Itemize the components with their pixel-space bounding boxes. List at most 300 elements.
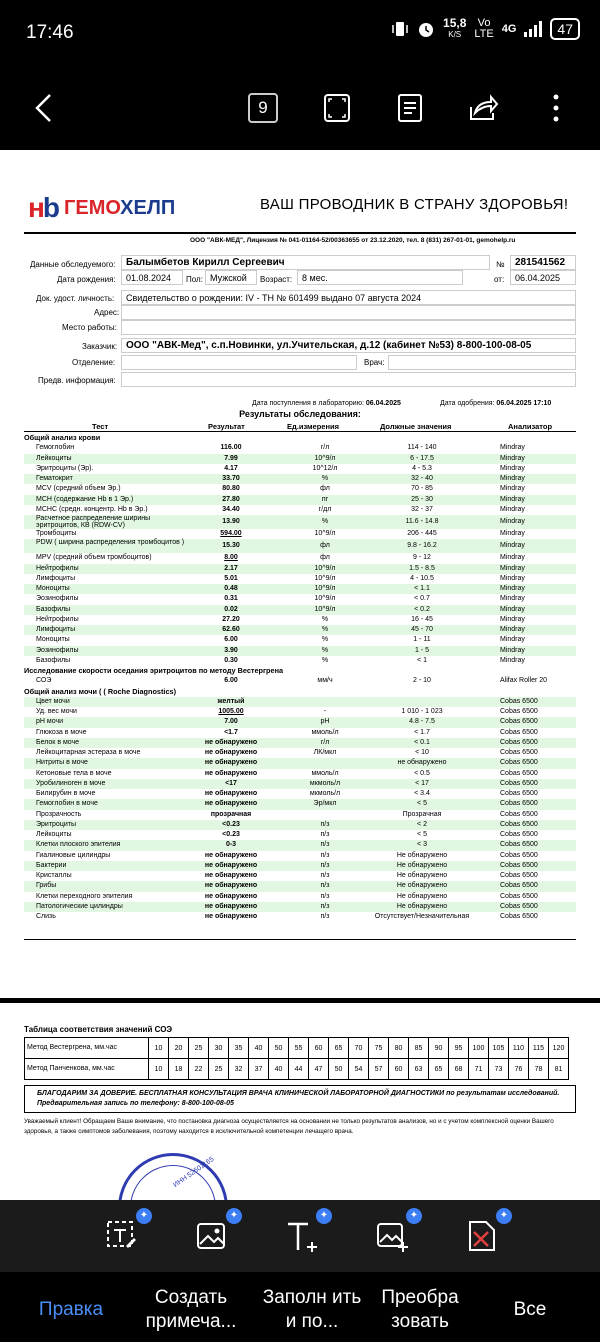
result-row [24, 871, 576, 881]
result-row [24, 584, 576, 594]
test-result: не обнаружено [204, 769, 258, 777]
esr-cell: 68 [449, 1059, 469, 1080]
test-unit: фл [320, 554, 330, 562]
test-analyzer: Cobas 6500 [500, 913, 538, 920]
test-unit: г/л [320, 738, 330, 746]
result-row [24, 738, 576, 748]
slogan: ВАШ ПРОВОДНИК В СТРАНУ ЗДОРОВЬЯ! [260, 196, 569, 213]
nav-create-note[interactable]: Создать примеча... [145, 1287, 237, 1332]
test-reference: Не обнаружено [396, 872, 448, 879]
test-reference: Прозрачная [402, 810, 442, 818]
result-row [24, 902, 576, 912]
edit-tools-bar [0, 1200, 600, 1272]
test-result: 33.70 [222, 475, 240, 482]
received-date: Дата поступления в лабораторию: 06.04.2025 [252, 400, 401, 407]
test-analyzer: Mindray [500, 554, 525, 562]
test-result: не обнаружено [204, 759, 258, 767]
nav-edit[interactable]: Правка [38, 1299, 104, 1320]
test-name: Слизь [36, 913, 56, 920]
test-unit: п/з [320, 872, 330, 879]
result-row [24, 474, 576, 484]
test-reference: < 0.2 [414, 605, 430, 613]
esr-table [24, 1037, 569, 1080]
ai-badge-icon: ✦ [136, 1208, 152, 1224]
viewer-toolbar [0, 70, 600, 150]
test-unit: п/з [320, 851, 330, 859]
patient-number: 281541562 [510, 255, 576, 270]
test-result: 6.00 [224, 636, 238, 644]
test-name: Лимфоциты [36, 626, 76, 633]
sex-label: Пол: [186, 275, 203, 284]
test-analyzer: Mindray [500, 518, 525, 525]
test-analyzer: Mindray [500, 626, 525, 633]
number-label: № [496, 260, 505, 269]
test-result: 8.00 [224, 554, 238, 562]
test-unit: 10^12/л [312, 464, 338, 472]
test-unit: ЛК/мкл [313, 749, 337, 756]
test-unit: п/з [320, 861, 330, 869]
test-analyzer: Mindray [500, 585, 525, 592]
test-unit: фл [320, 485, 330, 493]
test-analyzer: Mindray [500, 454, 525, 462]
reading-mode-button[interactable] [390, 88, 430, 128]
test-unit: п/з [320, 913, 330, 920]
test-analyzer: Mindray [500, 464, 525, 472]
fit-screen-button[interactable] [317, 88, 357, 128]
esr-cell: 25 [189, 1038, 209, 1059]
test-result: 62.60 [222, 626, 240, 633]
test-unit: 10^9/л [314, 605, 336, 613]
page-count-button[interactable] [243, 88, 283, 128]
esr-cell: 18 [169, 1059, 189, 1080]
alarm-icon [417, 20, 435, 38]
test-result: 1005.00 [218, 708, 244, 715]
test-result: 2.17 [224, 564, 238, 572]
col-test: Тест [92, 422, 109, 431]
test-result: не обнаружено [204, 738, 258, 746]
add-text-tool[interactable] [284, 1210, 329, 1258]
back-button[interactable] [24, 88, 64, 128]
test-result: 0-3 [225, 841, 237, 849]
add-image-icon [374, 1218, 410, 1254]
test-reference: 25 - 30 [411, 495, 433, 503]
esr-cell: 54 [349, 1059, 369, 1080]
test-analyzer: Cobas 6500 [500, 841, 538, 849]
test-reference: < 1.7 [414, 728, 430, 736]
test-name: MCV (средний объем Эр.) [36, 485, 121, 493]
test-reference: 32 - 40 [411, 475, 433, 482]
test-analyzer: Mindray [500, 656, 525, 664]
esr-cell: 37 [249, 1059, 269, 1080]
prev-info-label: Предв. информация: [38, 376, 116, 385]
sex-value: Мужской [205, 270, 257, 285]
test-reference: 45 - 70 [411, 626, 433, 633]
esr-cell: 63 [409, 1059, 429, 1080]
test-name: Нитриты в моче [36, 759, 88, 767]
test-result: <0.23 [222, 831, 240, 838]
result-row [24, 515, 576, 529]
test-result: не обнаружено [204, 749, 258, 756]
section-title: Общий анализ мочи ( ( Roche Diagnostics) [24, 686, 176, 696]
ai-badge-icon: ✦ [496, 1208, 512, 1224]
test-name: СОЭ [36, 677, 52, 685]
result-row [24, 789, 576, 799]
section-header [24, 687, 576, 697]
esr-cell: 85 [409, 1038, 429, 1059]
test-reference: 6 - 17.5 [410, 454, 434, 462]
result-row [24, 861, 576, 871]
test-analyzer: Alifax Roller 20 [500, 677, 548, 685]
dept-label: Отделение: [72, 358, 116, 367]
logo-name: ГЕМОХЕЛП [64, 196, 176, 219]
result-row [24, 605, 576, 615]
test-reference: 1 010 - 1 023 [401, 708, 443, 715]
signal-icon [524, 21, 542, 37]
test-name: Лейкоцитарная эстераза в моче [36, 749, 141, 756]
from-value: 06.04.2025 [510, 270, 576, 285]
test-result: желтый [217, 697, 245, 705]
result-row [24, 769, 576, 779]
result-row [24, 656, 576, 666]
test-name: MCHC (средн. концентр. Hb в Эр.) [36, 505, 148, 513]
test-analyzer: Mindray [500, 595, 525, 603]
doctor-value [388, 355, 576, 370]
esr-cell: 60 [309, 1038, 329, 1059]
dob-label: Дата рождения: [57, 275, 116, 284]
esr-title: Таблица соответствия значений СОЭ [24, 1025, 173, 1034]
add-image-tool[interactable] [374, 1210, 419, 1258]
esr-cell: 60 [389, 1059, 409, 1080]
test-reference: Отсутствует/Незначительная [374, 913, 470, 920]
document-page-2[interactable] [0, 1003, 600, 1200]
header-rule [24, 431, 576, 432]
test-name: MPV (средний объем тромбоцитов) [36, 554, 152, 562]
trust-notice: БЛАГОДАРИМ ЗА ДОВЕРИЕ. БЕСПЛАТНАЯ КОНСУЛЬТАЦИЯ ВРАЧА КЛИНИЧЕСКОЙ ЛАБОРАТОРНОЙ ДИАГНОСТИКИ по результатам исследований. Предварительная запись по телефону: 8-800-100-08-05 [24, 1085, 576, 1113]
section-title: Исследование скорости оседания эритроцитов по методу Вестергрена [24, 666, 284, 675]
ai-badge-icon: ✦ [316, 1208, 332, 1224]
prev-info-value [121, 372, 576, 387]
test-name: Моноциты [36, 636, 70, 644]
result-row [24, 615, 576, 625]
result-row [24, 505, 576, 515]
test-reference: < 3.4 [414, 790, 430, 797]
test-reference: < 1 [417, 656, 427, 664]
result-row [24, 707, 576, 717]
test-name: pH мочи [36, 718, 64, 726]
test-reference: < 17 [415, 779, 429, 787]
page-count: 9 [248, 93, 278, 123]
license-line: ООО "АВК-МЕД", Лицензия № 041-01164-52/00363655 от 23.12.2020, тел. 8 (831) 267-01-01, gemohelp.ru [190, 237, 516, 244]
more-options-button[interactable] [536, 88, 576, 128]
test-result: 27.80 [222, 495, 240, 503]
result-row [24, 646, 576, 656]
test-result: не обнаружено [204, 913, 258, 920]
esr-cell: 10 [149, 1059, 169, 1080]
test-result: 594.00 [220, 530, 242, 537]
share-button[interactable] [463, 88, 503, 128]
result-row [24, 912, 576, 922]
status-bar [0, 0, 600, 70]
result-row [24, 892, 576, 902]
esr-cell: 47 [309, 1059, 329, 1080]
bottom-nav [0, 1272, 600, 1342]
col-ref: Должные значения [380, 422, 452, 431]
test-reference: < 10 [415, 749, 429, 756]
esr-cell: 65 [429, 1059, 449, 1080]
test-result: 0.02 [224, 605, 238, 613]
test-name: Бактерии [36, 861, 67, 869]
test-name: Лейкоциты [36, 831, 72, 838]
result-row [24, 728, 576, 738]
dob-value: 01.08.2024 [121, 270, 183, 285]
test-reference: < 0.7 [414, 595, 430, 603]
test-analyzer: Cobas 6500 [500, 800, 538, 808]
test-reference: 9.8 - 16.2 [407, 542, 437, 550]
test-analyzer: Cobas 6500 [500, 892, 538, 900]
nav-convert[interactable]: Преобра зовать [381, 1287, 459, 1332]
table-end-rule [24, 939, 576, 940]
test-name: Уд. вес мочи [36, 708, 77, 715]
test-unit: % [321, 626, 329, 633]
test-analyzer: Cobas 6500 [500, 790, 538, 797]
esr-cell: 65 [329, 1038, 349, 1059]
esr-cell: 90 [429, 1038, 449, 1059]
test-result: 27.20 [222, 615, 240, 623]
test-name: Цвет мочи [36, 697, 70, 705]
result-row [24, 564, 576, 574]
test-name: Базофилы [36, 605, 71, 613]
pdf-convert-icon [464, 1218, 500, 1254]
results-table [24, 433, 576, 922]
doctor-label: Врач: [364, 358, 385, 367]
image-edit-icon [194, 1218, 230, 1254]
result-row [24, 779, 576, 789]
test-unit: п/з [320, 892, 330, 900]
esr-cell: 57 [369, 1059, 389, 1080]
esr-cell: 95 [449, 1038, 469, 1059]
battery-icon: 47 [550, 18, 580, 40]
esr-cell: 22 [189, 1059, 209, 1080]
test-analyzer: Mindray [500, 564, 525, 572]
test-name: Нейтрофилы [36, 564, 79, 572]
test-reference: < 0.1 [414, 738, 430, 746]
test-unit: % [321, 615, 329, 623]
esr-cell: 40 [249, 1038, 269, 1059]
test-reference: 32 - 37 [411, 505, 433, 513]
result-row [24, 594, 576, 604]
esr-cell: 120 [549, 1038, 569, 1059]
esr-cell: 32 [229, 1059, 249, 1080]
test-unit: % [321, 475, 329, 482]
result-row [24, 697, 576, 707]
approved-date: Дата одобрения: 06.04.2025 17:10 [440, 400, 552, 407]
document-page-1[interactable] [0, 150, 600, 998]
test-name: Гемоглобин в моче [36, 800, 98, 808]
test-analyzer: Cobas 6500 [500, 738, 538, 746]
test-analyzer: Mindray [500, 574, 525, 582]
test-name: Кристаллы [36, 872, 72, 879]
test-name: Гематокрит [36, 475, 73, 482]
result-row [24, 758, 576, 768]
test-result: 3.90 [224, 646, 238, 654]
test-name: Гиалиновые цилиндры [36, 851, 111, 859]
test-reference: < 0.5 [414, 769, 430, 777]
test-reference: Не обнаружено [396, 882, 448, 890]
test-analyzer: Cobas 6500 [500, 820, 538, 828]
test-analyzer: Cobas 6500 [500, 779, 538, 787]
esr-cell: 78 [529, 1059, 549, 1080]
result-row [24, 881, 576, 891]
test-result: <1.7 [224, 728, 238, 736]
esr-row-panchenkov [25, 1059, 569, 1080]
result-row [24, 625, 576, 635]
test-analyzer: Cobas 6500 [500, 769, 538, 777]
test-reference: 206 - 445 [407, 530, 437, 537]
result-row [24, 454, 576, 464]
test-reference: не обнаружено [397, 759, 447, 767]
test-result: не обнаружено [204, 861, 258, 869]
test-name: Клетки переходного эпителия [36, 892, 133, 900]
test-reference: 4 - 10.5 [410, 574, 434, 582]
test-result: 13.90 [222, 518, 240, 525]
section-title: Общий анализ крови [24, 433, 101, 442]
test-result: не обнаружено [204, 892, 258, 900]
result-row [24, 717, 576, 727]
test-name: Лейкоциты [36, 454, 72, 462]
test-result: 0.48 [224, 585, 238, 592]
client-notice: Уважаемый клиент! Обращаем Ваше внимание, что постановка диагноза осуществляется на основании не только результатов анализов, но и с учетом комплексной оценки Вашего здоровья, а также симптомов заболевания, поэтому находится в исключительной компетенции лечащего врача. [24, 1118, 554, 1135]
result-row [24, 539, 576, 553]
test-result: 116.00 [220, 444, 242, 452]
test-analyzer: Mindray [500, 495, 525, 503]
test-result: <0.23 [222, 820, 240, 828]
test-analyzer: Mindray [500, 530, 525, 537]
test-result: 80.80 [222, 485, 240, 493]
esr-cell: 30 [209, 1038, 229, 1059]
test-result: 7.00 [224, 718, 238, 726]
back-arrow-icon [32, 93, 56, 123]
test-reference: 11.6 - 14.8 [405, 518, 439, 525]
test-reference: < 5 [417, 800, 427, 808]
test-analyzer: Cobas 6500 [500, 902, 538, 910]
gemohelp-logo [28, 192, 175, 224]
esr-label: Метод Панченкова, мм.час [25, 1059, 149, 1080]
esr-cell: 40 [269, 1059, 289, 1080]
esr-cell: 115 [529, 1038, 549, 1059]
esr-cell: 73 [489, 1059, 509, 1080]
esr-cell: 25 [209, 1059, 229, 1080]
from-label: от: [494, 275, 505, 284]
test-unit: фл [320, 542, 330, 550]
ai-badge-icon: ✦ [226, 1208, 242, 1224]
add-text-icon [284, 1218, 320, 1254]
test-result: не обнаружено [204, 872, 258, 879]
test-unit: % [321, 646, 329, 654]
test-reference: Не обнаружено [396, 861, 448, 869]
image-edit-tool[interactable] [194, 1210, 239, 1258]
section-header [24, 666, 576, 676]
esr-cell: 55 [289, 1038, 309, 1059]
esr-cell: 71 [469, 1059, 489, 1080]
esr-cell: 20 [169, 1038, 189, 1059]
test-analyzer: Cobas 6500 [500, 882, 538, 890]
age-label: Возраст: [260, 275, 293, 284]
address-value [121, 305, 576, 320]
test-analyzer: Mindray [500, 505, 525, 513]
divider [24, 232, 576, 234]
test-result: 15.30 [222, 542, 240, 550]
test-analyzer: Mindray [500, 615, 525, 623]
test-analyzer: Mindray [500, 485, 525, 493]
test-reference: 4 - 5.3 [412, 464, 432, 472]
test-unit: п/з [320, 902, 330, 910]
test-name: Клетки плоского эпителия [36, 841, 121, 849]
result-row [24, 820, 576, 830]
stamp-text: ИНН 52601165 [172, 1155, 216, 1190]
test-result: 6.00 [224, 677, 238, 685]
test-result: 0.30 [224, 656, 238, 664]
esr-cell: 105 [489, 1038, 509, 1059]
nav-fill-sign[interactable]: Заполн ить и по... [262, 1287, 362, 1332]
test-unit: п/з [320, 820, 330, 828]
esr-cell: 100 [469, 1038, 489, 1059]
test-reference: 1 - 11 [413, 636, 431, 644]
esr-cell: 76 [509, 1059, 529, 1080]
nav-all[interactable]: Все [513, 1299, 547, 1320]
test-result: не обнаружено [204, 882, 258, 890]
result-row [24, 464, 576, 474]
test-unit: п/з [320, 882, 330, 890]
test-name: Моноциты [36, 585, 70, 592]
test-name: Белок в моче [36, 738, 80, 746]
test-analyzer: Cobas 6500 [500, 728, 538, 736]
test-name: Базофилы [36, 656, 71, 664]
test-reference: < 1.1 [414, 585, 430, 592]
test-reference: Не обнаружено [396, 902, 448, 910]
test-unit: 10^9/л [314, 595, 336, 603]
text-select-icon [104, 1218, 140, 1254]
test-analyzer: Mindray [500, 542, 525, 550]
text-select-tool[interactable] [104, 1210, 149, 1258]
results-title: Результаты обследования: [239, 409, 361, 419]
esr-row-westergren [25, 1038, 569, 1059]
test-name: MCH (содержание Hb в 1 Эр.) [36, 495, 134, 503]
test-analyzer: Cobas 6500 [500, 759, 538, 767]
esr-cell: 35 [229, 1038, 249, 1059]
test-analyzer: Mindray [500, 475, 525, 482]
test-unit: п/з [320, 841, 330, 849]
test-analyzer: Cobas 6500 [500, 851, 538, 859]
test-result: 34.40 [222, 505, 240, 513]
convert-pdf-tool[interactable] [464, 1210, 509, 1258]
test-name: Грибы [36, 882, 57, 890]
test-reference: < 2 [417, 820, 427, 828]
age-value: 8 мес. [297, 270, 463, 285]
test-reference: Не обнаружено [396, 892, 448, 900]
test-result: 4.17 [224, 464, 238, 472]
test-analyzer: Mindray [500, 605, 525, 613]
test-unit: 10^9/л [314, 564, 336, 572]
test-unit: мкмоль/л [309, 779, 341, 787]
test-name: PDW ( ширина распределения тромбоцитов ) [36, 539, 185, 547]
esr-label: Метод Вестергрена, мм.час [25, 1038, 149, 1059]
test-reference: 1 - 5 [414, 646, 429, 654]
test-unit: 10^9/л [314, 454, 336, 462]
test-name: Эритроциты [36, 820, 76, 828]
test-unit: ммоль/л [311, 728, 339, 736]
result-row [24, 748, 576, 758]
result-row [24, 443, 576, 453]
